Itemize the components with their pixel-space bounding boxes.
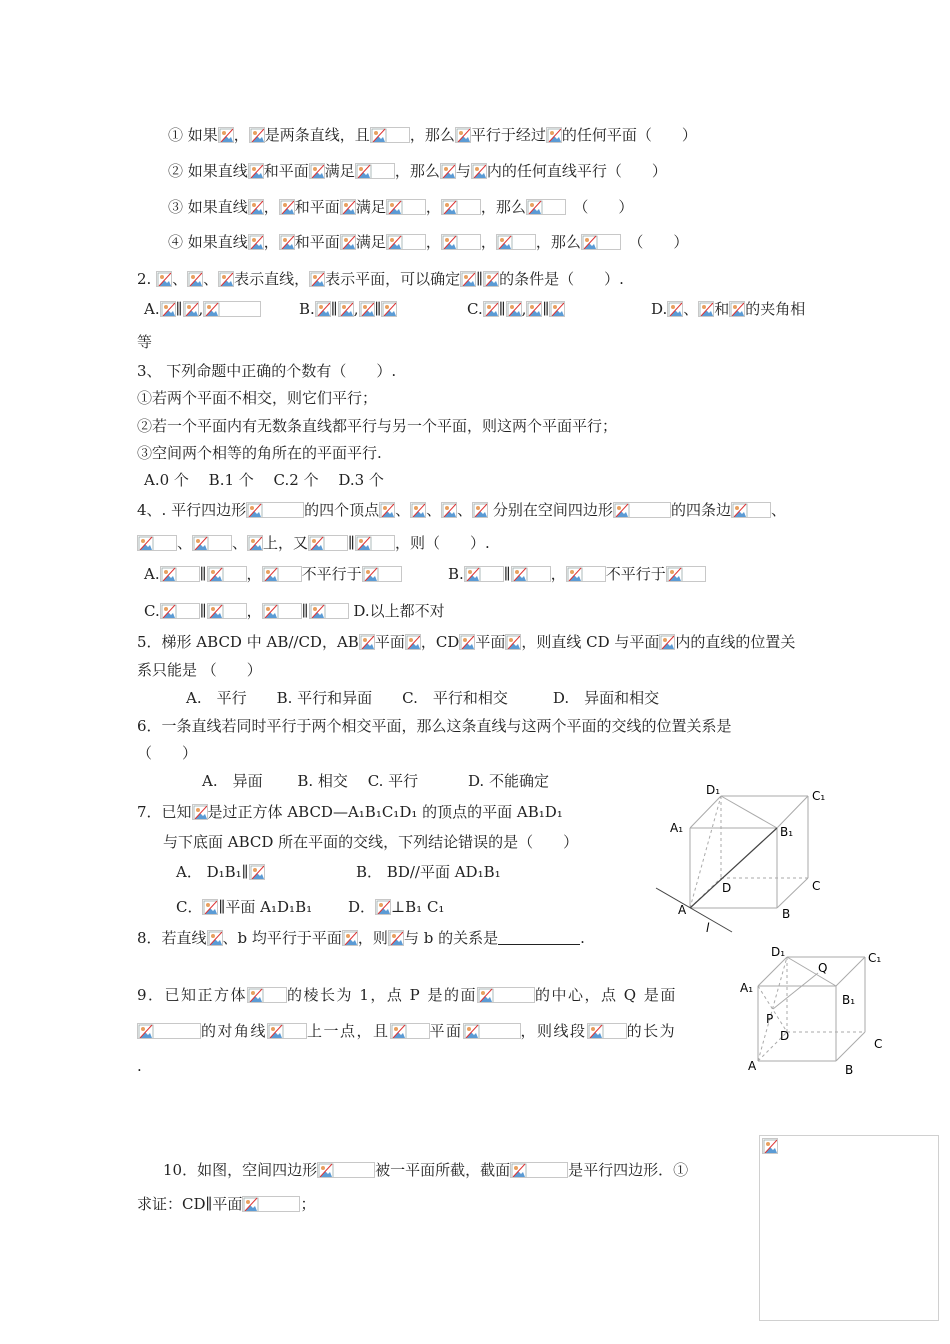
q7-option-b: B． BD//平面 AD₁B₁ [356,863,501,881]
broken-image-icon [249,864,265,880]
q5-line1: 5．梯形 ABCD 中 AB//CD，AB 平面 ，CD 平面 ，则直线 CD 与平面 内的直线的位置关 [137,633,796,651]
q3-options: A.0 个 B.1 个 C.2 个 D.3 个 [144,471,384,489]
label-b1: B₁ [842,993,856,1007]
broken-image-icon [386,234,426,250]
broken-image-icon [440,163,456,179]
q9-line1: 9．已知正方体 的棱长为 1，点 P 是的面 的中心，点 Q 是面 [137,986,677,1004]
broken-image-icon [160,566,200,582]
broken-image-icon [247,987,287,1003]
label-b1: B₁ [780,825,794,839]
broken-image-icon [279,199,295,215]
broken-image-icon [160,603,200,619]
q6-line2: （ ） [137,744,198,762]
broken-image-icon [566,566,606,582]
broken-image-icon [355,163,395,179]
q2-option-d-cont: 等 [137,333,153,351]
broken-image-icon [483,271,499,287]
broken-image-icon [549,301,565,317]
label-q: Q [818,961,828,975]
broken-image-icon [729,301,745,317]
label-c1: C₁ [868,951,882,965]
broken-image-icon [262,603,302,619]
broken-image-icon [659,634,675,650]
q8-line: 8．若直线 、b 均平行于平面 ，则 与 b 的关系是 . [137,929,585,947]
broken-image-icon [207,603,247,619]
broken-image-icon [464,566,504,582]
broken-image-icon [309,603,349,619]
broken-image-icon [441,234,481,250]
broken-image-icon [338,301,354,317]
broken-image-icon [510,1162,568,1178]
q5-options: A. 平行 B. 平行和异面 C. 平行和相交 D. 异面和相交 [186,689,660,707]
broken-image-icon [309,271,325,287]
broken-image-icon [613,502,671,518]
label-p: P [766,1012,774,1026]
q2-option-a: A. ∥ , [144,299,261,319]
label-l: l [706,921,710,935]
broken-image-icon [405,634,421,650]
broken-image-icon [355,535,395,551]
broken-image-icon [441,199,481,215]
broken-image-icon [192,535,232,551]
label-d1: D₁ [706,783,721,797]
answer-blank[interactable] [498,930,580,945]
broken-image-icon [511,566,551,582]
cube-figure-q9 [738,942,898,1077]
label-b: B [782,907,791,921]
q7-option-c: C． ∥平面 A₁D₁B₁ [176,898,313,916]
q7-line2: 与下底面 ABCD 所在平面的交线，下列结论错误的是（ ） [163,833,579,851]
broken-image-icon [581,234,621,250]
broken-image-icon [506,301,522,317]
broken-image-icon [455,127,471,143]
broken-image-icon [203,301,261,317]
label-d: D [780,1029,790,1043]
q3-stem: 3、 下列命题中正确的个数有（ ）. [137,362,397,380]
broken-image-icon [375,899,391,915]
broken-image-icon [483,301,499,317]
broken-image-icon [359,634,375,650]
broken-image-icon [308,535,348,551]
broken-image-icon [410,502,426,518]
q6-line1: 6．一条直线若同时平行于两个相交平面，那么这条直线与这两个平面的交线的位置关系是 [137,717,732,735]
cube-figure-q7 [648,780,838,940]
q3-statement-2: ②若一个平面内有无数条直线都平行与另一个平面，则这两个平面平行； [137,417,618,435]
q2-option-d: D. 、 和 的夹角相 [651,300,806,318]
label-b: B [845,1063,854,1077]
broken-image-icon [477,987,535,1003]
q2-stem: 2. 、 、 表示直线， 表示平面，可以确定 ∥ 的条件是（ ）. [137,270,624,288]
broken-image-icon [587,1023,627,1039]
broken-image-icon [666,566,706,582]
broken-image-icon [187,271,203,287]
broken-image-icon [207,566,247,582]
broken-image-icon [156,271,172,287]
label-d: D [722,881,732,895]
broken-image-icon [192,804,208,820]
label-a: A [678,903,687,917]
broken-image-icon [202,899,218,915]
broken-image-icon [390,1023,430,1039]
broken-image-icon [505,634,521,650]
broken-image-icon [731,502,771,518]
label-c: C [812,879,821,893]
q6-options: A. 异面 B. 相交 C. 平行 D. 不能确定 [202,772,549,790]
broken-image-icon [472,502,488,518]
broken-image-icon [381,301,397,317]
label-d1: D₁ [771,945,786,959]
broken-image-icon [160,301,176,317]
q4-option-a: A. ∥ ， 不平行于 [144,564,402,584]
q10-line2: 求证：CD∥平面 ； [137,1195,316,1213]
broken-image-icon [248,234,264,250]
broken-image-icon [207,930,223,946]
broken-image-icon [526,199,566,215]
label-a1: A₁ [670,821,684,835]
broken-image-icon [262,566,302,582]
broken-image-icon [441,502,457,518]
broken-image-icon [248,199,264,215]
q2-option-b: B. ∥ , ∥ [299,299,397,319]
label-c1: C₁ [812,789,826,803]
broken-image-icon [762,1138,778,1154]
broken-image-icon [315,301,331,317]
broken-image-icon [267,1023,307,1039]
q1-item3: ③ 如果直线 ， 和平面 满足 ， ，那么 （ ） [168,198,634,216]
label-a1: A₁ [740,981,754,995]
q5-line2: 系只能是 （ ） [137,661,262,679]
label-c: C [874,1037,883,1051]
broken-image-icon [379,502,395,518]
broken-image-icon [460,271,476,287]
q2-option-c: C. ∥ , ∥ [467,299,565,319]
broken-image-icon [388,930,404,946]
q3-statement-3: ③空间两个相等的角所在的平面平行. [137,444,382,462]
broken-image-icon [340,199,356,215]
label-a: A [748,1059,757,1073]
q4-option-b: B. ∥ ， 不平行于 [448,564,706,584]
q4-line1: 4、. 平行四边形 的四个顶点 、 、 、 分别在空间四边形 的四条边 、 [137,501,786,519]
q7-option-a: A． D₁B₁∥ [176,862,265,882]
q3-statement-1: ①若两个平面不相交，则它们平行； [137,389,378,407]
broken-image-icon [340,234,356,250]
q7-option-d: D． ⊥B₁ C₁ [348,898,445,916]
q1-item2: ② 如果直线 和平面 满足 ，那么 与 内的任何直线平行（ ） [168,162,667,180]
q7-line1: 7．已知 是过正方体 ABCD—A₁B₁C₁D₁ 的顶点的平面 AB₁D₁ [137,803,563,821]
broken-image-icon [137,535,177,551]
q1-item1: ① 如果 ， 是两条直线，且 ，那么 平行于经过 的任何平面（ ） [168,126,697,144]
broken-image-icon [496,234,536,250]
broken-image-icon [370,127,410,143]
broken-image-icon [247,535,263,551]
broken-image-icon [698,301,714,317]
broken-image-icon [137,1023,201,1039]
broken-image-icon [309,163,325,179]
q9-line2: 的对角线 上一点，且 平面 ，则线段 的长为 [137,1021,676,1041]
q1-item4: ④ 如果直线 ， 和平面 满足 ， ， ，那么 （ ） [168,233,689,251]
q4-option-c: C. ∥ ， ∥ D.以上都不对 [144,602,445,620]
broken-image-icon [546,127,562,143]
broken-image-icon [471,163,487,179]
broken-image-icon [279,234,295,250]
broken-image-icon [317,1162,375,1178]
broken-image-icon [249,127,265,143]
broken-image-icon [526,301,542,317]
broken-image-icon [359,301,375,317]
broken-image-icon [386,199,426,215]
q9-line3: . [137,1057,142,1075]
q10-line1: 10．如图，空间四边形 被一平面所截，截面 是平行四边形．① [163,1161,689,1179]
broken-image-icon [246,502,304,518]
broken-image-icon [183,301,199,317]
broken-image-icon [342,930,358,946]
q10-figure-placeholder [759,1135,939,1321]
broken-image-icon [218,271,234,287]
broken-image-icon [242,1196,300,1212]
broken-image-icon [667,301,683,317]
q4-line2: 、 、 上，又 ∥ ，则（ ）. [137,533,490,553]
broken-image-icon [463,1023,521,1039]
broken-image-icon [459,634,475,650]
broken-image-icon [218,127,234,143]
broken-image-icon [248,163,264,179]
broken-image-icon [362,566,402,582]
